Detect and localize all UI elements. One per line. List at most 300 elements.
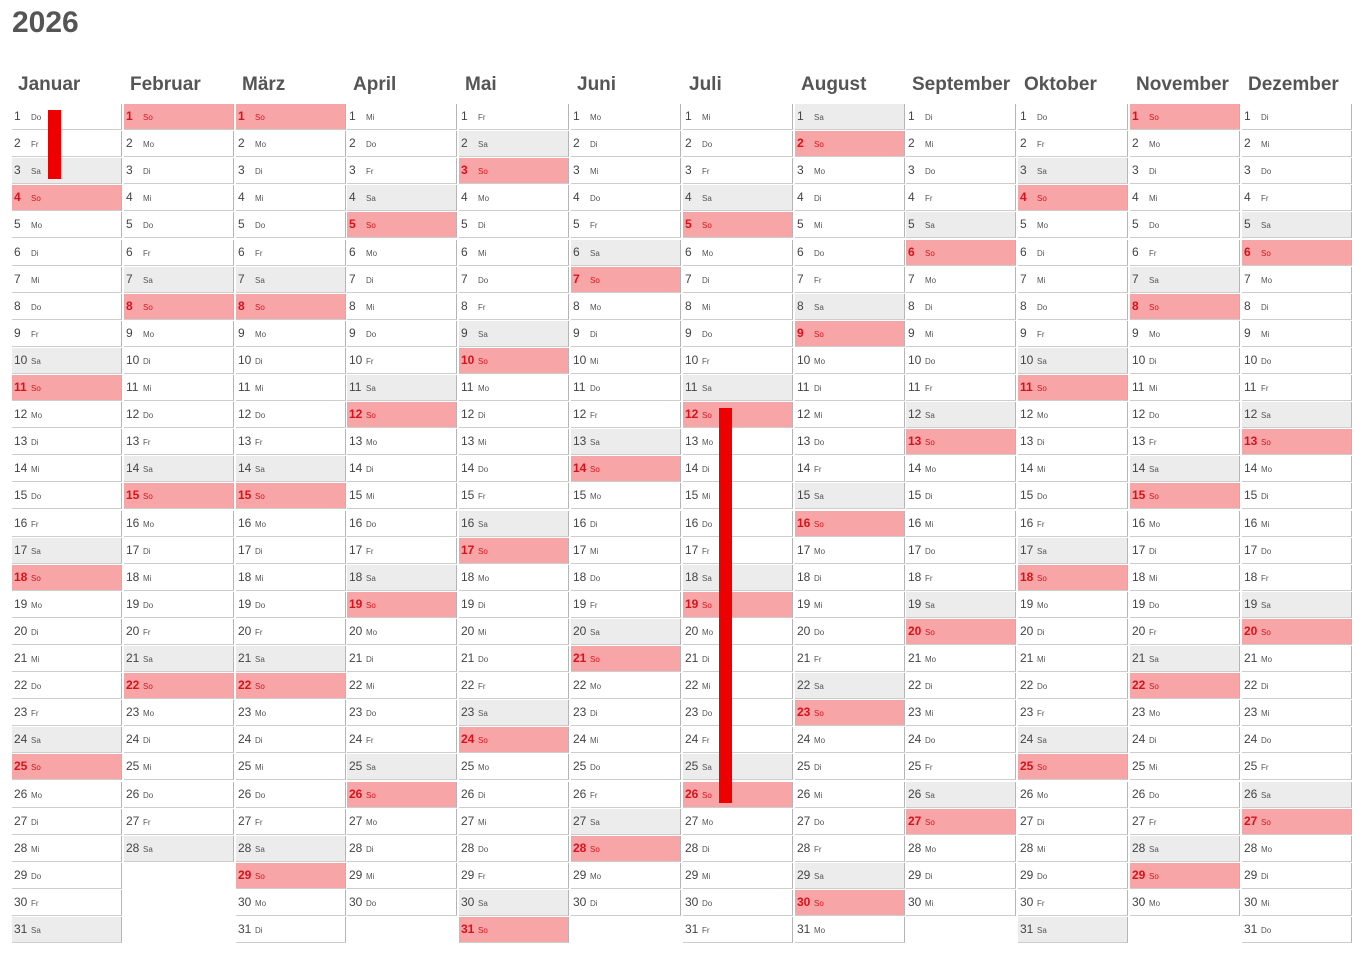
day-cell xyxy=(795,565,905,591)
day-number: 26 xyxy=(461,787,475,801)
day-number: 29 xyxy=(685,868,699,882)
day-number: 25 xyxy=(908,759,922,773)
weekday-label: Mo xyxy=(366,818,378,827)
day-number: 19 xyxy=(1020,597,1034,611)
weekday-label: Mi xyxy=(814,791,823,800)
day-cell xyxy=(1130,646,1240,672)
day-number: 16 xyxy=(1244,516,1258,530)
weekday-label: So xyxy=(814,140,824,149)
weekday-label: Sa xyxy=(1149,655,1159,664)
day-number: 25 xyxy=(126,759,140,773)
weekday-label: Fr xyxy=(925,763,933,772)
day-number: 26 xyxy=(573,787,587,801)
day-cell xyxy=(347,673,457,699)
weekday-label: Sa xyxy=(925,601,935,610)
day-number: 15 xyxy=(797,488,811,502)
day-number: 9 xyxy=(573,326,580,340)
weekday-label: Di xyxy=(366,655,374,664)
day-number: 29 xyxy=(908,868,922,882)
day-number: 26 xyxy=(1244,787,1258,801)
weekday-label: So xyxy=(925,249,935,258)
day-number: 31 xyxy=(797,922,811,936)
weekday-label: Mo xyxy=(814,547,826,556)
day-number: 16 xyxy=(797,516,811,530)
weekday-label: Mo xyxy=(590,492,602,501)
day-number: 30 xyxy=(1244,895,1258,909)
weekday-label: Fr xyxy=(366,736,374,745)
day-number: 1 xyxy=(685,109,692,123)
day-number: 5 xyxy=(461,217,468,231)
day-cell xyxy=(795,592,905,618)
weekday-label: Di xyxy=(590,899,598,908)
day-number: 27 xyxy=(461,814,475,828)
day-cell xyxy=(1018,483,1128,509)
day-cell xyxy=(347,348,457,374)
day-cell xyxy=(795,158,905,184)
day-cell xyxy=(683,700,793,726)
day-number: 13 xyxy=(685,434,699,448)
day-number: 10 xyxy=(238,353,252,367)
day-cell xyxy=(1018,240,1128,266)
weekday-label: Mi xyxy=(143,763,152,772)
day-number: 5 xyxy=(685,217,692,231)
weekday-label: So xyxy=(702,221,712,230)
day-cell xyxy=(12,240,122,266)
day-number: 3 xyxy=(685,163,692,177)
day-number: 6 xyxy=(908,245,915,259)
day-number: 21 xyxy=(1020,651,1034,665)
day-cell xyxy=(12,429,122,455)
weekday-label: Mo xyxy=(143,520,155,529)
day-number: 21 xyxy=(1244,651,1258,665)
weekday-label: Sa xyxy=(590,818,600,827)
day-cell xyxy=(236,267,346,293)
day-number: 27 xyxy=(908,814,922,828)
weekday-label: Sa xyxy=(1261,221,1271,230)
weekday-label: Fr xyxy=(255,818,263,827)
weekday-label: Do xyxy=(478,845,489,854)
day-cell xyxy=(683,538,793,564)
day-cell xyxy=(571,348,681,374)
weekday-label: Mo xyxy=(814,736,826,745)
month-name: Juli xyxy=(689,74,722,95)
day-cell xyxy=(12,727,122,753)
day-number: 3 xyxy=(908,163,915,177)
day-cell xyxy=(12,185,122,211)
day-cell xyxy=(347,429,457,455)
day-number: 15 xyxy=(685,488,699,502)
day-number: 3 xyxy=(238,163,245,177)
day-number: 26 xyxy=(908,787,922,801)
day-number: 22 xyxy=(1020,678,1034,692)
day-cell xyxy=(236,375,346,401)
day-number: 30 xyxy=(908,895,922,909)
day-number: 6 xyxy=(238,245,245,259)
day-number: 4 xyxy=(126,190,133,204)
day-cell xyxy=(1130,809,1240,835)
day-number: 14 xyxy=(1132,461,1146,475)
day-number: 22 xyxy=(1244,678,1258,692)
weekday-label: Mo xyxy=(1261,465,1273,474)
weekday-label: So xyxy=(814,520,824,529)
day-cell xyxy=(1242,700,1352,726)
weekday-label: Sa xyxy=(478,899,488,908)
weekday-label: Sa xyxy=(1037,926,1047,935)
weekday-label: So xyxy=(1261,249,1271,258)
day-cell xyxy=(236,727,346,753)
day-cell xyxy=(1242,185,1352,211)
day-number: 22 xyxy=(797,678,811,692)
day-cell xyxy=(124,267,234,293)
weekday-label: Mi xyxy=(31,655,40,664)
day-number: 13 xyxy=(238,434,252,448)
day-number: 17 xyxy=(573,543,587,557)
day-number: 4 xyxy=(238,190,245,204)
weekday-label: So xyxy=(1037,574,1047,583)
weekday-label: Do xyxy=(143,791,154,800)
weekday-label: Do xyxy=(255,411,266,420)
day-number: 11 xyxy=(573,380,586,394)
weekday-label: Do xyxy=(31,303,42,312)
day-number: 19 xyxy=(238,597,252,611)
weekday-label: So xyxy=(1149,682,1159,691)
day-number: 26 xyxy=(349,787,363,801)
day-number: 6 xyxy=(573,245,580,259)
day-cell xyxy=(683,240,793,266)
day-cell xyxy=(236,456,346,482)
day-cell xyxy=(12,917,122,943)
day-number: 9 xyxy=(1020,326,1027,340)
day-cell xyxy=(1242,727,1352,753)
day-number: 22 xyxy=(238,678,252,692)
weekday-label: Di xyxy=(1261,303,1269,312)
weekday-label: Sa xyxy=(590,628,600,637)
weekday-label: Sa xyxy=(478,520,488,529)
day-number: 9 xyxy=(14,326,21,340)
day-cell xyxy=(124,727,234,753)
day-cell xyxy=(906,592,1016,618)
day-number: 18 xyxy=(797,570,811,584)
day-number: 8 xyxy=(14,299,21,313)
day-number: 19 xyxy=(1132,597,1146,611)
weekday-label: Do xyxy=(366,520,377,529)
weekday-label: Mo xyxy=(814,167,826,176)
day-cell xyxy=(683,565,793,591)
day-number: 16 xyxy=(461,516,475,530)
day-number: 14 xyxy=(797,461,811,475)
day-number: 10 xyxy=(349,353,363,367)
day-number: 14 xyxy=(14,461,28,475)
day-cell xyxy=(124,131,234,157)
day-number: 23 xyxy=(126,705,140,719)
day-cell xyxy=(459,836,569,862)
day-cell xyxy=(571,104,681,130)
day-number: 17 xyxy=(461,543,475,557)
day-cell xyxy=(1018,863,1128,889)
weekday-label: Fr xyxy=(1149,249,1157,258)
weekday-label: Fr xyxy=(702,736,710,745)
day-cell xyxy=(1242,565,1352,591)
weekday-label: So xyxy=(255,682,265,691)
day-cell xyxy=(459,240,569,266)
day-number: 30 xyxy=(573,895,587,909)
weekday-label: Di xyxy=(925,682,933,691)
day-number: 21 xyxy=(14,651,28,665)
day-number: 2 xyxy=(1244,136,1251,150)
day-cell xyxy=(795,782,905,808)
day-cell xyxy=(906,673,1016,699)
day-cell xyxy=(12,863,122,889)
day-cell xyxy=(1130,131,1240,157)
day-number: 11 xyxy=(126,380,139,394)
day-cell xyxy=(459,185,569,211)
weekday-label: Do xyxy=(1037,303,1048,312)
weekday-label: Sa xyxy=(478,709,488,718)
weekday-label: So xyxy=(478,736,488,745)
day-number: 4 xyxy=(14,190,21,204)
day-cell xyxy=(683,592,793,618)
day-cell xyxy=(347,402,457,428)
weekday-label: So xyxy=(814,899,824,908)
weekday-label: Do xyxy=(366,899,377,908)
weekday-label: Fr xyxy=(478,872,486,881)
weekday-label: Di xyxy=(814,763,822,772)
day-cell xyxy=(1242,240,1352,266)
day-cell xyxy=(1130,673,1240,699)
month-name: August xyxy=(801,74,867,95)
weekday-label: Do xyxy=(1149,601,1160,610)
day-number: 7 xyxy=(573,272,580,286)
day-number: 20 xyxy=(908,624,922,638)
day-number: 24 xyxy=(1132,732,1146,746)
day-number: 27 xyxy=(797,814,811,828)
weekday-label: Mo xyxy=(702,438,714,447)
weekday-label: So xyxy=(590,465,600,474)
weekday-label: Di xyxy=(814,384,822,393)
day-cell xyxy=(124,429,234,455)
day-number: 21 xyxy=(908,651,922,665)
day-cell xyxy=(795,809,905,835)
day-number: 12 xyxy=(238,407,252,421)
day-number: 17 xyxy=(14,543,28,557)
weekday-label: Mi xyxy=(590,167,599,176)
day-number: 27 xyxy=(685,814,699,828)
day-number: 19 xyxy=(908,597,922,611)
weekday-label: So xyxy=(143,303,153,312)
day-cell xyxy=(12,158,122,184)
day-cell xyxy=(571,267,681,293)
day-cell xyxy=(124,483,234,509)
day-cell xyxy=(906,809,1016,835)
weekday-label: Di xyxy=(702,465,710,474)
day-number: 24 xyxy=(1020,732,1034,746)
day-number: 4 xyxy=(1244,190,1251,204)
day-number: 20 xyxy=(238,624,252,638)
day-number: 27 xyxy=(126,814,140,828)
day-number: 5 xyxy=(1020,217,1027,231)
day-cell xyxy=(1242,158,1352,184)
weekday-label: Do xyxy=(814,628,825,637)
day-cell xyxy=(795,619,905,645)
day-number: 5 xyxy=(349,217,356,231)
weekday-label: Mo xyxy=(31,791,43,800)
day-number: 15 xyxy=(1020,488,1034,502)
day-cell xyxy=(236,212,346,238)
day-cell xyxy=(236,782,346,808)
day-number: 19 xyxy=(685,597,699,611)
day-cell xyxy=(124,104,234,130)
month-name: Mai xyxy=(465,74,497,95)
day-cell xyxy=(683,890,793,916)
weekday-label: Do xyxy=(478,276,489,285)
day-number: 14 xyxy=(908,461,922,475)
day-number: 21 xyxy=(797,651,811,665)
day-number: 12 xyxy=(685,407,699,421)
day-number: 7 xyxy=(908,272,915,286)
day-number: 17 xyxy=(908,543,922,557)
day-number: 18 xyxy=(238,570,252,584)
day-cell xyxy=(12,782,122,808)
weekday-label: Do xyxy=(31,113,42,122)
day-number: 4 xyxy=(461,190,468,204)
day-number: 6 xyxy=(126,245,133,259)
day-number: 26 xyxy=(1020,787,1034,801)
day-cell xyxy=(1130,267,1240,293)
day-cell xyxy=(1018,619,1128,645)
day-cell xyxy=(571,538,681,564)
day-number: 28 xyxy=(797,841,811,855)
weekday-label: Mo xyxy=(1149,709,1161,718)
day-number: 2 xyxy=(461,136,468,150)
day-number: 12 xyxy=(349,407,363,421)
day-number: 5 xyxy=(797,217,804,231)
day-number: 16 xyxy=(238,516,252,530)
day-cell xyxy=(12,511,122,537)
day-cell xyxy=(347,592,457,618)
day-cell xyxy=(683,212,793,238)
day-cell xyxy=(571,483,681,509)
weekday-label: Do xyxy=(478,655,489,664)
day-number: 11 xyxy=(797,380,810,394)
day-cell xyxy=(459,348,569,374)
day-cell xyxy=(1130,158,1240,184)
day-number: 17 xyxy=(1244,543,1258,557)
weekday-label: Do xyxy=(814,249,825,258)
weekday-label: Fr xyxy=(1037,140,1045,149)
weekday-label: Do xyxy=(702,520,713,529)
day-cell xyxy=(571,429,681,455)
weekday-label: Do xyxy=(1261,736,1272,745)
day-cell xyxy=(1018,700,1128,726)
weekday-label: Mo xyxy=(702,818,714,827)
day-number: 7 xyxy=(685,272,692,286)
weekday-label: Mi xyxy=(1149,574,1158,583)
day-number: 21 xyxy=(238,651,252,665)
day-cell xyxy=(795,348,905,374)
day-number: 10 xyxy=(14,353,28,367)
day-cell xyxy=(1242,754,1352,780)
weekday-label: Fr xyxy=(31,709,39,718)
day-cell xyxy=(1018,294,1128,320)
day-number: 4 xyxy=(908,190,915,204)
weekday-label: So xyxy=(31,384,41,393)
day-cell xyxy=(347,104,457,130)
day-number: 23 xyxy=(461,705,475,719)
weekday-label: Sa xyxy=(366,574,376,583)
day-cell xyxy=(571,131,681,157)
day-cell xyxy=(795,863,905,889)
day-cell xyxy=(683,456,793,482)
weekday-label: So xyxy=(1149,303,1159,312)
day-cell xyxy=(571,565,681,591)
weekday-label: Fr xyxy=(478,303,486,312)
day-cell xyxy=(683,267,793,293)
day-number: 28 xyxy=(461,841,475,855)
day-cell xyxy=(459,429,569,455)
day-number: 31 xyxy=(1020,922,1034,936)
day-cell xyxy=(1018,104,1128,130)
day-cell xyxy=(347,483,457,509)
day-number: 10 xyxy=(1020,353,1034,367)
weekday-label: Di xyxy=(925,872,933,881)
weekday-label: Mi xyxy=(702,113,711,122)
day-cell xyxy=(347,754,457,780)
day-number: 12 xyxy=(14,407,28,421)
day-number: 8 xyxy=(1132,299,1139,313)
day-cell xyxy=(124,619,234,645)
day-cell xyxy=(1242,538,1352,564)
day-number: 24 xyxy=(126,732,140,746)
weekday-label: Fr xyxy=(31,140,39,149)
day-cell xyxy=(1242,917,1352,943)
day-cell xyxy=(347,294,457,320)
day-cell xyxy=(571,185,681,211)
day-number: 25 xyxy=(1132,759,1146,773)
day-number: 20 xyxy=(1132,624,1146,638)
day-number: 17 xyxy=(349,543,363,557)
day-number: 14 xyxy=(573,461,587,475)
day-cell xyxy=(236,348,346,374)
day-number: 30 xyxy=(685,895,699,909)
weekday-label: Di xyxy=(925,113,933,122)
weekday-label: Do xyxy=(255,601,266,610)
weekday-label: Mo xyxy=(702,249,714,258)
day-cell xyxy=(236,592,346,618)
day-number: 6 xyxy=(1244,245,1251,259)
day-cell xyxy=(12,348,122,374)
weekday-label: So xyxy=(366,221,376,230)
weekday-label: So xyxy=(1149,492,1159,501)
weekday-label: Mo xyxy=(814,357,826,366)
day-number: 14 xyxy=(1020,461,1034,475)
day-cell xyxy=(1242,511,1352,537)
day-cell xyxy=(795,754,905,780)
weekday-label: Mi xyxy=(31,276,40,285)
weekday-label: Sa xyxy=(925,791,935,800)
weekday-label: So xyxy=(255,303,265,312)
weekday-label: Mo xyxy=(143,140,155,149)
day-cell xyxy=(347,158,457,184)
day-cell xyxy=(347,700,457,726)
weekday-label: Fr xyxy=(1149,438,1157,447)
weekday-label: Di xyxy=(31,628,39,637)
day-cell xyxy=(795,267,905,293)
day-cell xyxy=(236,131,346,157)
day-cell xyxy=(12,754,122,780)
day-number: 15 xyxy=(1132,488,1146,502)
weekday-label: So xyxy=(1149,872,1159,881)
day-cell xyxy=(1130,321,1240,347)
